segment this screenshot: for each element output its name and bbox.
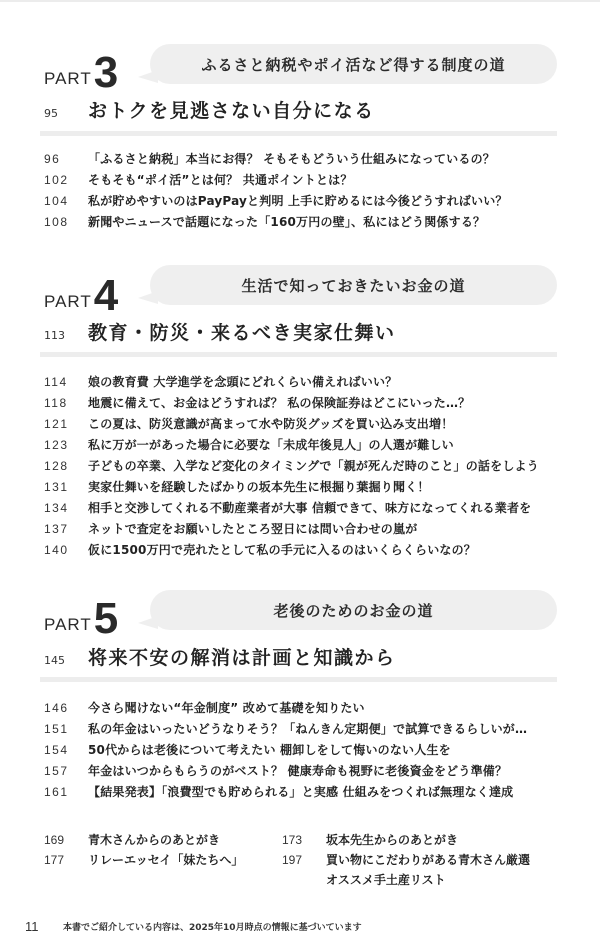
part-word: PART [44,292,92,311]
chapter-divider [40,352,557,357]
chapter-page-number: 145 [44,654,65,667]
toc-page-number: 151 [44,721,69,736]
chapter-heading[interactable] [44,96,375,123]
part-theme-text: ふるさと納税やポイ活など得する制度の道 [201,55,506,74]
chapter-page-number: 113 [44,329,65,342]
toc-title: 【結果発表】「浪費型でも貯められる」と実感 仕組みをつくれば無理なく達成 [88,785,514,799]
toc-entry[interactable] [44,518,564,539]
toc-title: そもそも“ポイ活”とは何？ 共通ポイントとは？ [88,173,353,187]
part-theme-bubble [150,44,557,84]
part-label [44,591,118,641]
toc-title: 年金はいつからもらうのがベスト？ 健康寿命も視野に老後資金をどう準備？ [88,764,508,778]
toc-title: 相手と交渉してくれる不動産業者が大事 信頼できて、味方になってくれる業者を [88,501,532,515]
toc-entry[interactable] [44,392,564,413]
toc-entry[interactable] [44,739,564,760]
part-number: 5 [93,594,119,643]
toc-entry[interactable] [44,148,564,169]
toc-page-number: 137 [44,521,69,536]
chapter-page-number: 95 [44,107,58,120]
part-label [44,268,118,318]
toc-entry[interactable] [44,371,564,392]
chapter-divider [40,131,557,136]
toc-entry[interactable] [282,850,530,890]
part-theme-text: 老後のためのお金の道 [273,601,434,620]
toc-page-number: 118 [44,395,68,410]
toc-page-number: 104 [44,193,69,208]
toc-title: 娘の教育費 大学進学を念頭にどれくらい備えればいい？ [88,375,398,389]
toc-page-number: 169 [44,833,65,847]
chapter-title: 教育・防災・来るべき実家仕舞い [88,322,396,344]
toc-entry[interactable] [44,718,564,739]
toc-entry[interactable] [44,455,564,476]
toc-page-number: 123 [44,437,69,452]
toc-entry[interactable] [44,850,243,870]
toc-title: 青木さんからのあとがき [88,833,221,847]
top-edge-line [0,0,600,2]
toc-title: この夏は、防災意識が高まって水や防災グッズを買い込み支出増！ [88,417,454,431]
part-word: PART [44,69,92,88]
chapter-heading[interactable] [44,318,396,345]
toc-title: 新聞やニュースで話題になった「160万円の壁」、私にはどう関係する？ [88,215,486,229]
page-number: 11 [25,919,39,934]
toc-page-number: 197 [282,853,303,867]
toc-entry[interactable] [44,190,564,211]
toc-entry[interactable] [44,539,564,560]
toc-title: 私が貯めやすいのはPayPayと判明 上手に貯めるには今後どうすればいい？ [88,194,508,208]
toc-page-number: 102 [44,172,69,187]
toc-title: 坂本先生からのあとがき [326,833,459,847]
part-theme-bubble [150,590,557,630]
toc-entry[interactable] [44,169,564,190]
part-label [44,45,118,95]
toc-page-number: 146 [44,700,69,715]
toc-page-number: 134 [44,500,69,515]
toc-page-number: 154 [44,742,69,757]
toc-page-number: 96 [44,151,61,166]
toc-entry[interactable] [44,830,220,850]
toc-page-number: 161 [44,784,69,799]
toc-title: 50代からは老後について考えたい 棚卸しをして悔いのない人生を [88,743,451,757]
toc-list [44,148,564,232]
toc-title: 私の年金はいったいどうなりそう？「ねんきん定期便」で試算できるらしいが… [88,722,528,736]
toc-page-number: 128 [44,458,69,473]
page-footer [25,919,362,934]
part-number: 4 [93,271,119,320]
toc-list [44,371,564,560]
part-theme-text: 生活で知っておきたいお金の道 [241,276,466,295]
toc-page-number: 114 [44,374,68,389]
toc-entry[interactable] [44,760,564,781]
toc-entry[interactable] [44,781,564,802]
toc-title: 仮に1500万円で売れたとして私の手元に入るのはいくらくらいなの？ [88,543,477,557]
toc-title: ネットで査定をお願いしたところ翌日には問い合わせの嵐が [88,522,418,536]
footer-note: 本書でご紹介している内容は、2025年10月時点の情報に基づいています [63,923,362,933]
toc-entry[interactable] [282,830,458,850]
chapter-title: おトクを見逃さない自分になる [88,100,375,122]
toc-title: 買い物にこだわりがある青木さん厳選 [326,853,531,867]
toc-title: 子どもの卒業、入学など変化のタイミングで「親が死んだ時のこと」の話をしよう [88,459,539,473]
toc-title: 「ふるさと納税」本当にお得？ そもそもどういう仕組みになっているの？ [88,152,495,166]
chapter-divider [40,677,557,682]
toc-page-number: 157 [44,763,69,778]
toc-entry[interactable] [44,413,564,434]
toc-page-number: 173 [282,833,303,847]
chapter-title: 将来不安の解消は計画と知識から [88,647,396,669]
toc-title-line-2: オススメ手土産リスト [326,873,446,887]
toc-page-number: 121 [44,416,69,431]
toc-entry[interactable] [44,697,564,718]
part-theme-bubble [150,265,557,305]
toc-page-number: 108 [44,214,69,229]
toc-title: 地震に備えて、お金はどうすれば？ 私の保険証券はどこにいった…？ [88,396,471,410]
toc-entry[interactable] [44,434,564,455]
toc-title: 私に万が一があった場合に必要な「未成年後見人」の人選が難しい [88,438,454,452]
part-word: PART [44,615,92,634]
toc-title: リレーエッセイ「妹たちへ」 [88,853,244,867]
toc-page-number: 140 [44,542,69,557]
toc-list [44,697,564,802]
chapter-heading[interactable] [44,643,396,670]
toc-title: 今さら聞けない“年金制度” 改めて基礎を知りたい [88,701,365,715]
toc-page-number: 177 [44,853,65,867]
toc-entry[interactable] [44,476,564,497]
toc-title: 実家仕舞いを経験したばかりの坂本先生に根掘り葉掘り聞く！ [88,480,430,494]
toc-entry[interactable] [44,211,564,232]
toc-entry[interactable] [44,497,564,518]
part-number: 3 [93,48,119,97]
toc-page-number: 131 [44,479,69,494]
